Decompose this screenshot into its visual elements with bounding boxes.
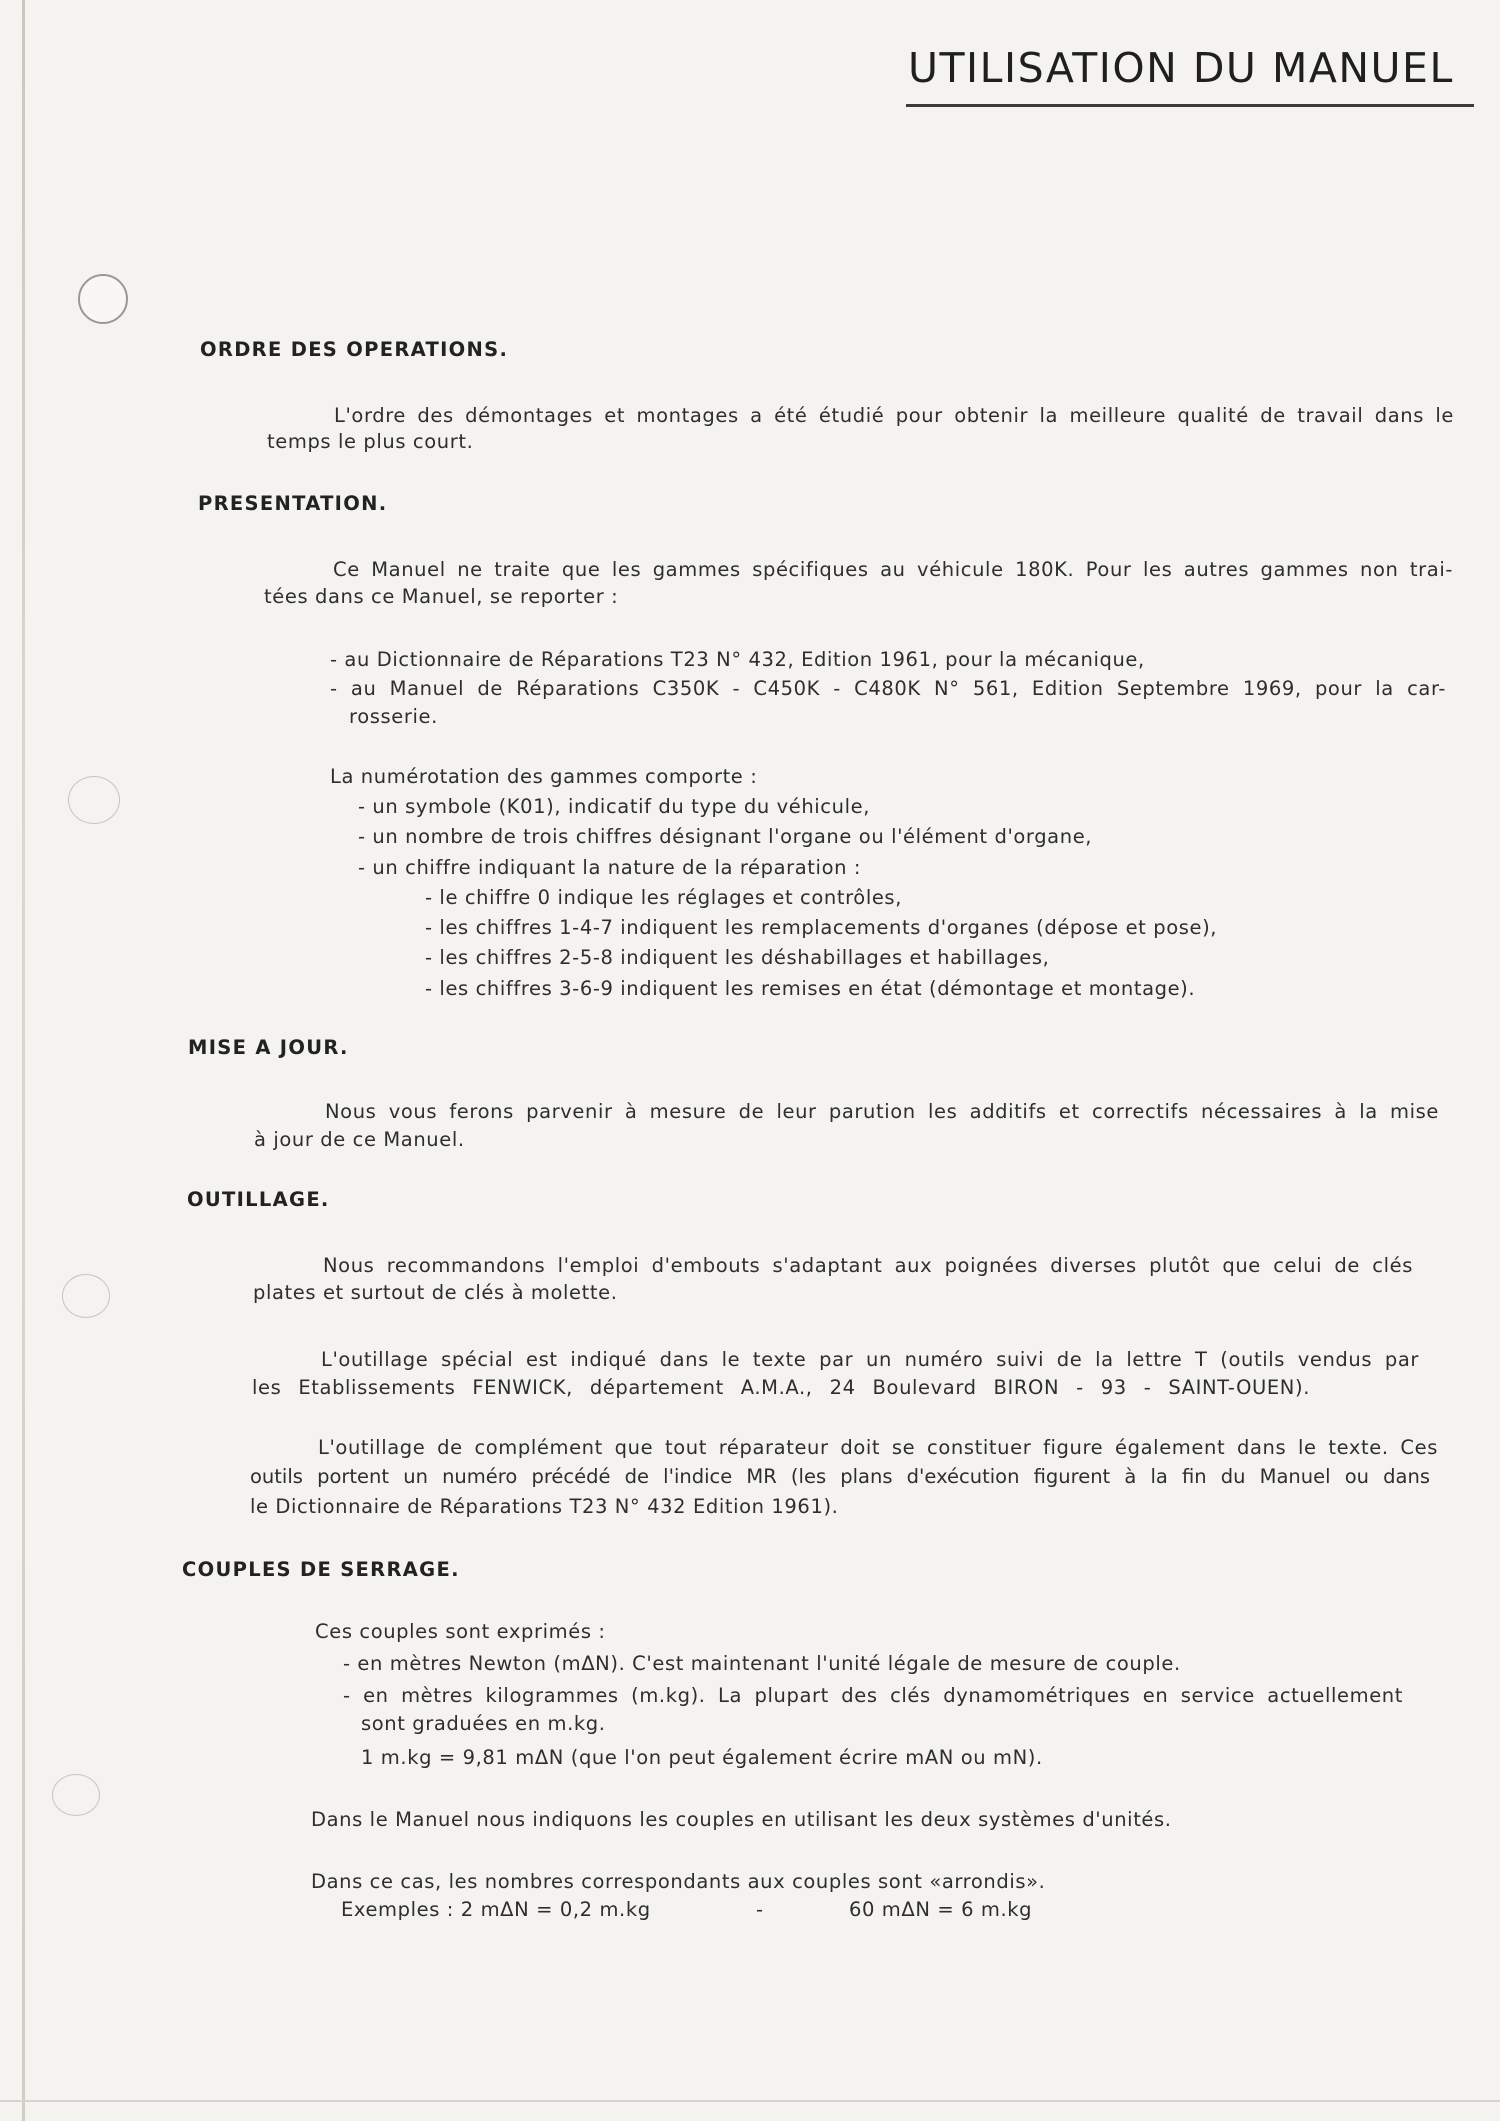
paragraph-line: La numérotation des gammes comporte : bbox=[330, 765, 758, 788]
list-item: - les chiffres 1-4-7 indiquent les remplacements d'organes (dépose et pose), bbox=[425, 916, 1218, 939]
example-line: 60 mΔN = 6 m.kg bbox=[849, 1898, 1033, 1921]
list-item: - un chiffre indiquant la nature de la réparation : bbox=[358, 856, 862, 879]
example-line: Exemples : 2 mΔN = 0,2 m.kg bbox=[341, 1898, 651, 1921]
list-item: - au Dictionnaire de Réparations T23 N° 432, Edition 1961, pour la mécanique, bbox=[330, 648, 1145, 671]
paragraph-line: 1 m.kg = 9,81 mΔN (que l'on peut également écrire mAN ou mN). bbox=[361, 1746, 1043, 1769]
list-item: - les chiffres 2-5-8 indiquent les déshabillages et habillages, bbox=[425, 946, 1050, 969]
list-item: - les chiffres 3-6-9 indiquent les remises en état (démontage et montage). bbox=[425, 977, 1196, 1000]
paragraph-line: Ce Manuel ne traite que les gammes spécifiques au véhicule 180K. Pour les autres gammes non trai- bbox=[333, 558, 1453, 581]
paragraph-line: plates et surtout de clés à molette. bbox=[253, 1281, 618, 1304]
section-heading: ORDRE DES OPERATIONS. bbox=[200, 338, 509, 361]
list-item: - en mètres Newton (mΔN). C'est maintenant l'unité légale de mesure de couple. bbox=[343, 1652, 1181, 1675]
page-left-edge bbox=[22, 0, 25, 2121]
paragraph-line: temps le plus court. bbox=[267, 430, 474, 453]
paragraph-line: L'outillage spécial est indiqué dans le texte par un numéro suivi de la lettre T (outils vendus par bbox=[321, 1348, 1419, 1371]
paragraph-line: Nous vous ferons parvenir à mesure de leur parution les additifs et correctifs nécessaires à la mise bbox=[325, 1100, 1439, 1123]
list-item: rosserie. bbox=[349, 705, 438, 728]
binder-hole-icon bbox=[52, 1774, 100, 1816]
section-heading: COUPLES DE SERRAGE. bbox=[182, 1558, 460, 1581]
list-item: sont graduées en m.kg. bbox=[361, 1712, 606, 1735]
paragraph-line: à jour de ce Manuel. bbox=[254, 1128, 465, 1151]
paragraph-line: le Dictionnaire de Réparations T23 N° 432 Edition 1961). bbox=[250, 1495, 839, 1518]
list-item: - en mètres kilogrammes (m.kg). La plupart des clés dynamométriques en service actuellement bbox=[343, 1684, 1403, 1707]
list-item: - le chiffre 0 indique les réglages et contrôles, bbox=[425, 886, 902, 909]
section-heading: MISE A JOUR. bbox=[188, 1036, 349, 1059]
page-title: UTILISATION DU MANUEL bbox=[908, 44, 1454, 92]
page-bottom-edge bbox=[0, 2100, 1500, 2102]
paragraph-line: Ces couples sont exprimés : bbox=[315, 1620, 606, 1643]
paragraph-line: L'ordre des démontages et montages a été étudié pour obtenir la meilleure qualité de travail dans le bbox=[334, 404, 1454, 427]
section-heading: PRESENTATION. bbox=[198, 492, 388, 515]
example-separator: - bbox=[756, 1898, 764, 1921]
paragraph-line: tées dans ce Manuel, se reporter : bbox=[264, 585, 619, 608]
paragraph-line: les Etablissements FENWICK, département A.M.A., 24 Boulevard BIRON - 93 - SAINT-OUEN). bbox=[252, 1376, 1310, 1399]
section-heading: OUTILLAGE. bbox=[187, 1188, 330, 1211]
title-underline bbox=[906, 104, 1474, 107]
paragraph-line: L'outillage de complément que tout réparateur doit se constituer figure également dans le texte. Ces bbox=[318, 1436, 1438, 1459]
list-item: - au Manuel de Réparations C350K - C450K - C480K N° 561, Edition Septembre 1969, pour la car- bbox=[330, 677, 1446, 700]
paragraph-line: Dans le Manuel nous indiquons les couples en utilisant les deux systèmes d'unités. bbox=[311, 1808, 1172, 1831]
list-item: - un symbole (K01), indicatif du type du véhicule, bbox=[358, 795, 870, 818]
binder-hole-icon bbox=[62, 1274, 110, 1318]
binder-hole-icon bbox=[68, 776, 120, 824]
binder-hole-icon bbox=[78, 274, 128, 324]
paragraph-line: outils portent un numéro précédé de l'indice MR (les plans d'exécution figurent à la fin du Manuel ou dans bbox=[250, 1465, 1430, 1488]
paragraph-line: Nous recommandons l'emploi d'embouts s'adaptant aux poignées diverses plutôt que celui de clés bbox=[323, 1254, 1413, 1277]
list-item: - un nombre de trois chiffres désignant l'organe ou l'élément d'organe, bbox=[358, 825, 1093, 848]
paragraph-line: Dans ce cas, les nombres correspondants aux couples sont «arrondis». bbox=[311, 1870, 1046, 1893]
